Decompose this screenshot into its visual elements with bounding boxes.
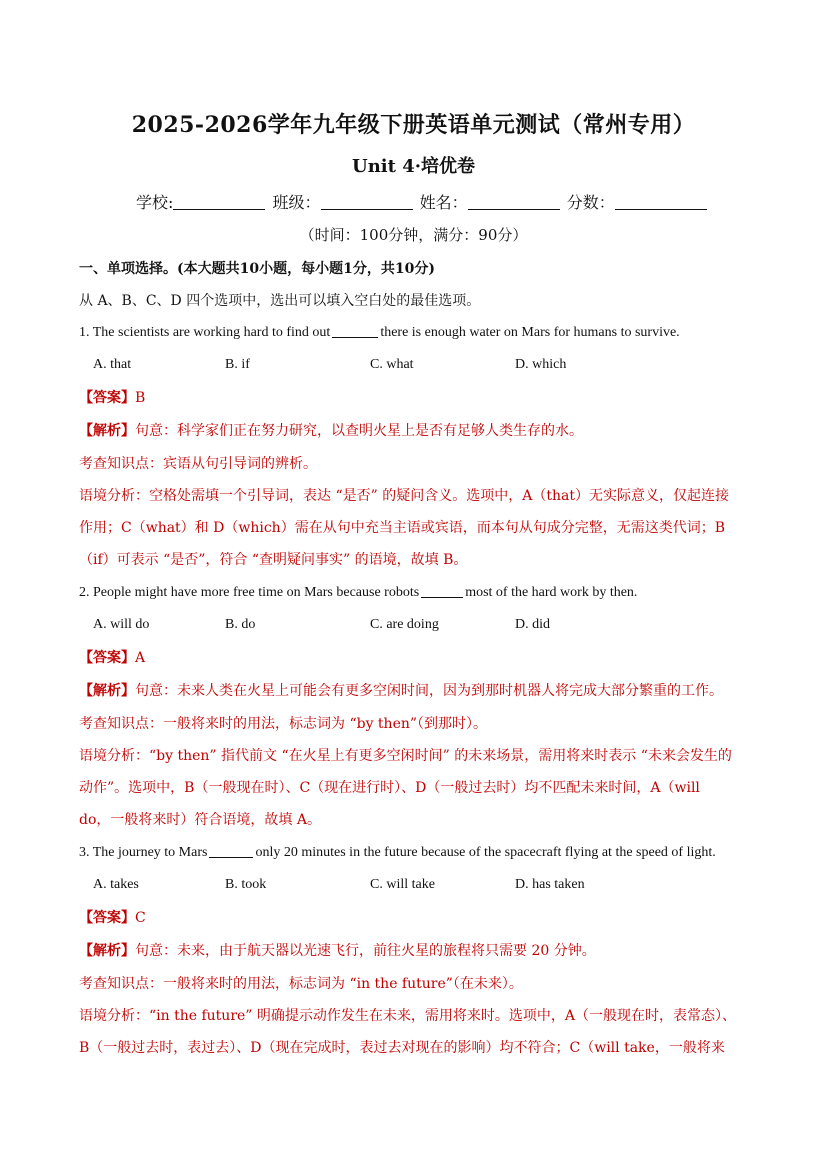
- option-d: D. has taken: [515, 877, 585, 892]
- name-blank: [468, 193, 560, 210]
- name-label: 姓名：: [419, 193, 468, 212]
- option-c: C. are doing: [370, 617, 439, 632]
- answer-value: B: [135, 390, 146, 406]
- analysis-line: 【解析】句意：未来，由于航天器以光速飞行，前往火星的旅程将只需要 20 分钟。: [79, 943, 596, 959]
- context-line: 作用；C（what）和 D（which）需在从句中充当主语或宾语，而本句从句成分完整，无需这类代词；B: [79, 520, 725, 536]
- question-stem: 1. The scientists are working hard to find out there is enough water on Mars for humans to survive.: [79, 325, 680, 340]
- context-line: B（一般过去时，表过去）、D（现在完成时，表过去对现在的影响）均不符合；C（will take，一般将来: [79, 1040, 725, 1056]
- knowledge-line: 考查知识点：一般将来时的用法，标志词为 “in the future”（在未来）。: [79, 976, 523, 992]
- context-line: 动作”。选项中，B（一般现在时）、C（现在进行时）、D（一般过去时）均不匹配未来时间，A（will: [79, 780, 700, 796]
- question-stem: 2. People might have more free time on Mars because robots most of the hard work by then.: [79, 585, 638, 600]
- option-d: D. did: [515, 617, 550, 632]
- score-label: 分数：: [566, 193, 615, 212]
- score-blank: [615, 193, 707, 210]
- context-line: 语境分析：“in the future” 明确提示动作发生在未来，需用将来时。选项中，A（一般现在时，表常态）、: [79, 1008, 737, 1024]
- answer-blank: [332, 323, 378, 338]
- page-title: 2025-2026学年九年级下册英语单元测试（常州专用）: [131, 112, 696, 138]
- knowledge-line: 考查知识点：一般将来时的用法，标志词为 “by then”（到那时）。: [79, 716, 488, 732]
- answer-value: C: [135, 910, 146, 926]
- option-b: B. took: [225, 877, 267, 892]
- context-line: 语境分析：空格处需填一个引导词，表达 “是否” 的疑问含义。选项中，A（that）无实际意义，仅起连接: [79, 488, 729, 504]
- context-line: 语境分析：“by then” 指代前文 “在火星上有更多空闲时间” 的未来场景，需用将来时表示 “未来会发生的: [79, 748, 732, 764]
- answer-line: 【答案】A: [79, 650, 146, 666]
- question-stem: 3. The journey to Mars only 20 minutes in the future because of the spacecraft flying at the speed of light.: [79, 845, 716, 860]
- analysis-line: 【解析】句意：科学家们正在努力研究，以查明火星上是否有足够人类生存的水。: [79, 423, 583, 439]
- option-b: B. if: [225, 357, 250, 372]
- answer-blank: [421, 583, 463, 598]
- option-d: D. which: [515, 357, 567, 372]
- answer-value: A: [135, 650, 146, 666]
- option-b: B. do: [225, 617, 256, 632]
- option-c: C. what: [370, 357, 414, 372]
- student-info-row: [136, 190, 709, 213]
- analysis-line: 【解析】句意：未来人类在火星上可能会有更多空闲时间，因为到那时机器人将完成大部分繁重的工作。: [79, 683, 723, 699]
- section-heading: 一、单项选择。(本大题共10小题，每小题1分，共10分): [79, 261, 435, 277]
- answer-line: 【答案】B: [79, 390, 146, 406]
- time-info: （时间：100分钟，满分：90分）: [299, 226, 528, 244]
- option-a: A. that: [93, 357, 132, 372]
- page-subtitle: Unit 4·培优卷: [352, 156, 475, 177]
- option-c: C. will take: [370, 877, 435, 892]
- answer-blank: [209, 843, 253, 858]
- option-a: A. takes: [93, 877, 139, 892]
- school-label: 学校:: [136, 193, 174, 212]
- answer-line: 【答案】C: [79, 910, 146, 926]
- context-line: do，一般将来时）符合语境，故填 A。: [79, 812, 321, 828]
- option-a: A. will do: [93, 617, 150, 632]
- context-line: （if）可表示 “是否”，符合 “查明疑问事实” 的语境，故填 B。: [79, 552, 468, 568]
- section-instruction: 从 A、B、C、D 四个选项中，选出可以填入空白处的最佳选项。: [79, 293, 481, 309]
- knowledge-line: 考查知识点：宾语从句引导词的辨析。: [79, 456, 317, 472]
- class-label: 班级：: [272, 193, 321, 212]
- school-blank: [173, 193, 265, 210]
- class-blank: [321, 193, 413, 210]
